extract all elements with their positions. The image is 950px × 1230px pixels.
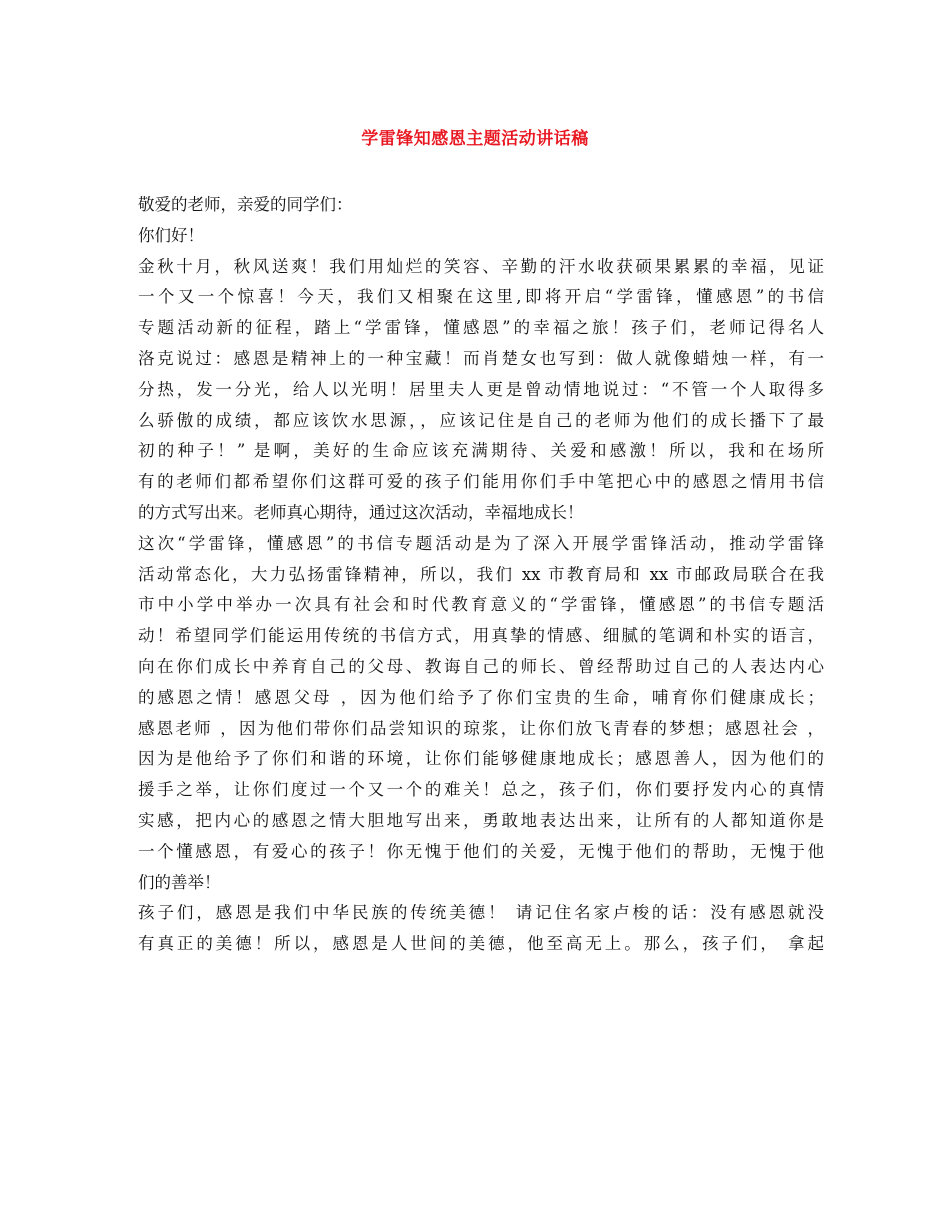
paragraph-line: 活动常态化，大力弘扬雷锋精神，所以，我们 xx 市教育局和 xx 市邮政局联合在我 xyxy=(138,564,824,584)
paragraph-line: 初的种子！” 是啊，美好的生命应该充满期待、关爱和感激！所以，我和在场所 xyxy=(138,441,824,461)
paragraph-line: 实感，把内心的感恩之情大胆地写出来，勇敢地表达出来，让所有的人都知道你是 xyxy=(138,810,824,830)
paragraph-line: 援手之举，让你们度过一个又一个的难关！总之，孩子们，你们要抒发内心的真情 xyxy=(138,780,824,800)
paragraph-line: 因为是他给予了你们和谐的环境，让你们能够健康地成长；感恩善人，因为他们的 xyxy=(138,749,824,769)
paragraph-line: 敬爱的老师，亲爱的同学们： xyxy=(138,195,353,214)
paragraph-line: 你们好！ xyxy=(138,225,204,245)
paragraph-line: 金秋十月，秋风送爽！我们用灿烂的笑容、辛勤的汗水收获硕果累累的幸福，见证 xyxy=(138,256,824,276)
document-title: 学雷锋知感恩主题活动讲话稿 xyxy=(361,129,589,149)
paragraph-line: 一个懂感恩，有爱心的孩子！你无愧于他们的关爱，无愧于他们的帮助，无愧于他 xyxy=(138,841,824,861)
paragraph-line: 有真正的美德！所以，感恩是人世间的美德，他至高无上。那么，孩子们， 拿起 xyxy=(138,934,824,954)
paragraph-line: 感恩老师 ，因为他们带你们品尝知识的琼浆，让你们放飞青春的梦想；感恩社会 ， xyxy=(138,718,824,738)
paragraph-line: 孩子们，感恩是我们中华民族的传统美德！ 请记住名家卢梭的话：没有感恩就没 xyxy=(138,903,824,923)
paragraph-line: 有的老师们都希望你们这群可爱的孩子们能用你们手中笔把心中的感恩之情用书信 xyxy=(138,472,824,492)
paragraph-line: 动！希望同学们能运用传统的书信方式，用真挚的情感、细腻的笔调和朴实的语言， xyxy=(138,626,824,646)
document-body xyxy=(138,190,824,960)
paragraph-line: 专题活动新的征程，踏上“学雷锋，懂感恩”的幸福之旅！孩子们，老师记得名人 xyxy=(138,318,824,338)
paragraph-line: 一个又一个惊喜！今天，我们又相聚在这里,即将开启“学雷锋，懂感恩”的书信 xyxy=(138,287,824,307)
paragraph-line: 的方式写出来。老师真心期待，通过这次活动，幸福地成长！ xyxy=(138,502,584,522)
paragraph-line: 们的善举！ xyxy=(138,872,221,892)
paragraph-line: 市中小学中举办一次具有社会和时代教育意义的“学雷锋，懂感恩”的书信专题活 xyxy=(138,595,824,615)
paragraph-line: 么骄傲的成绩，都应该饮水思源，，应该记住是自己的老师为他们的成长播下了最 xyxy=(138,410,824,430)
paragraph-line: 这次“学雷锋，懂感恩”的书信专题活动是为了深入开展学雷锋活动，推动学雷锋 xyxy=(138,533,824,553)
paragraph-line: 向在你们成长中养育自己的父母、教诲自己的师长、曾经帮助过自己的人表达内心 xyxy=(138,656,824,676)
paragraph-line: 的感恩之情！感恩父母 ，因为他们给予了你们宝贵的生命，哺育你们健康成长； xyxy=(138,687,824,707)
paragraph-line: 分热，发一分光，给人以光明！居里夫人更是曾动情地说过：“不管一个人取得多 xyxy=(138,379,824,399)
paragraph-line: 洛克说过：感恩是精神上的一种宝藏！而肖楚女也写到：做人就像蜡烛一样，有一 xyxy=(138,348,824,368)
